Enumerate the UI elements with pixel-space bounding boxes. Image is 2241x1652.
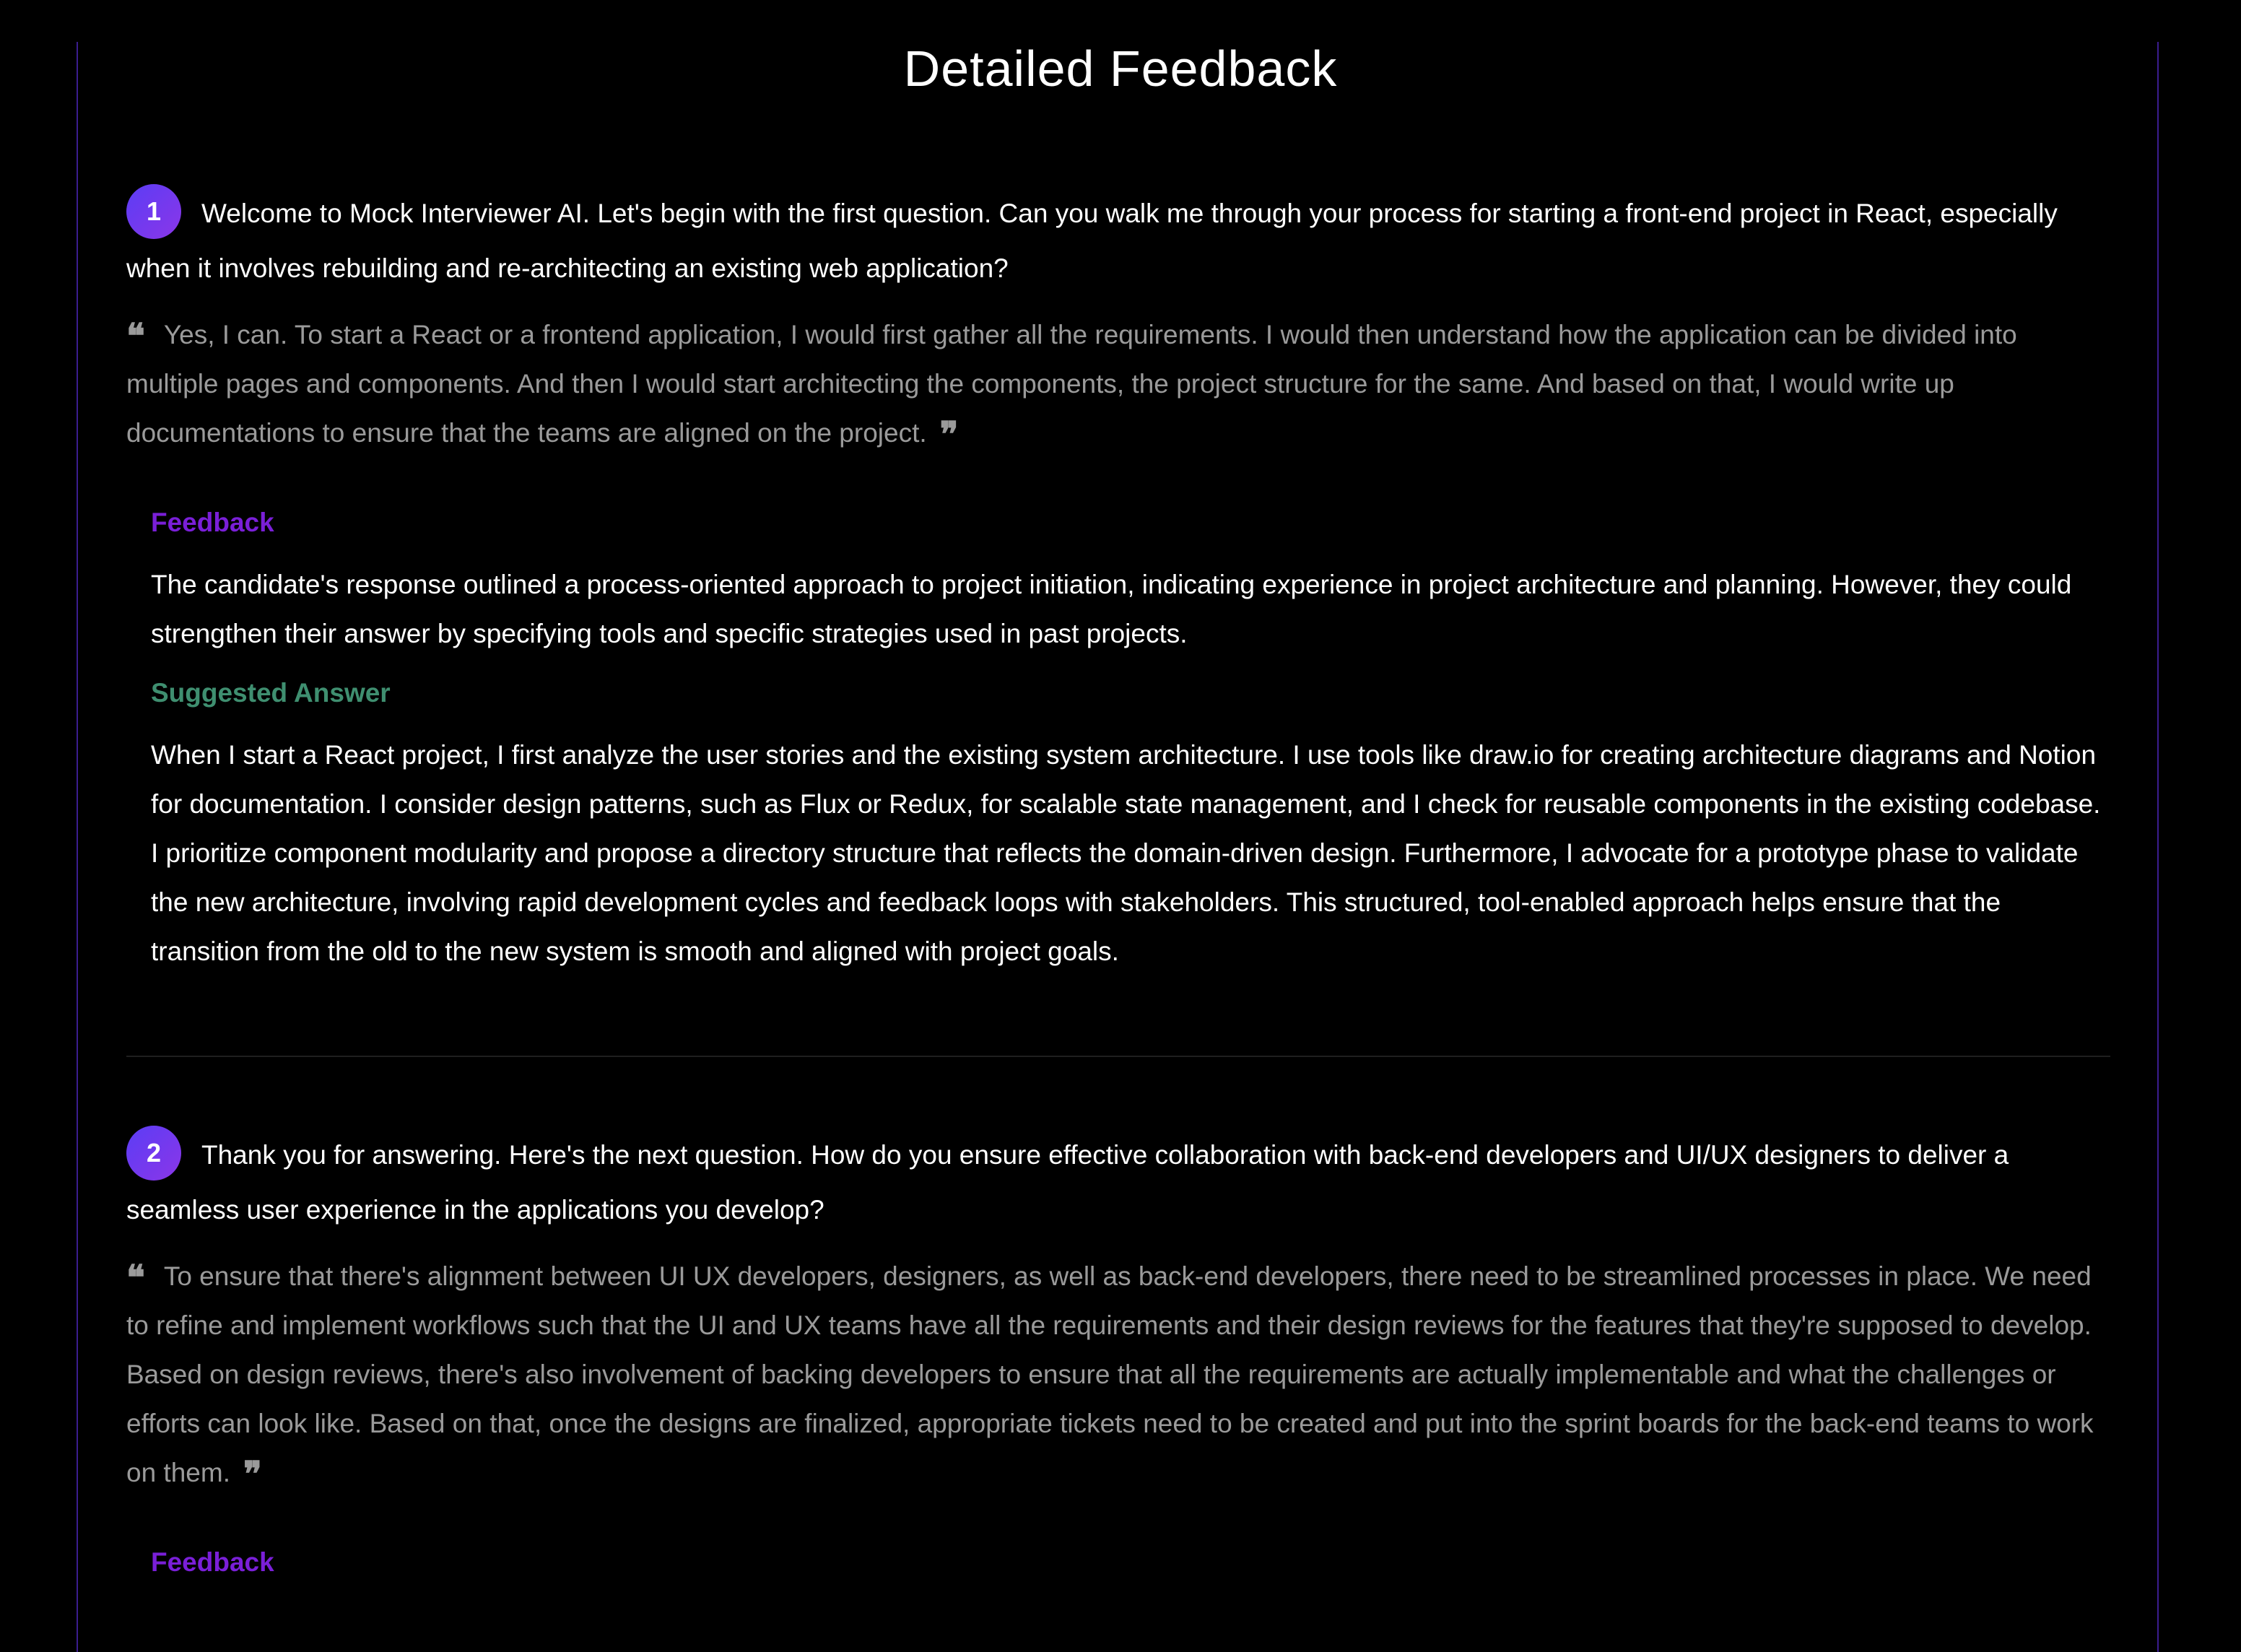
feedback-item: [126, 1129, 2110, 1584]
question-text: [126, 188, 2110, 295]
user-answer: [126, 1252, 2110, 1497]
page-title: Detailed Feedback: [903, 40, 1338, 97]
feedback-heading: Feedback: [151, 1547, 274, 1578]
feedback-text: The candidate's response outlined a process-oriented approach to project initiation, indicating experience in project architecture and planning. However, they could strengthen their answer by specifying tools and specific strategies used in past projects.: [151, 570, 2072, 649]
item-divider: [126, 1056, 2110, 1057]
user-answer-text: Yes, I can. To start a React or a frontend application, I would first gather all the requirements. I would then understand how the application can be divided into multiple pages and components. And then I would start architecting the components, the project structure for the same. And based on that, I would write up documentations to ensure that the teams are aligned on the project.: [126, 320, 2017, 448]
feedback-item: [126, 188, 2110, 976]
user-answer: [126, 310, 2110, 458]
feedback-heading: Feedback: [151, 508, 274, 538]
question-text-content: Thank you for answering. Here's the next question. How do you ensure effective collaboration with back-end developers and UI/UX designers to deliver a seamless user experience in the applications you develop?: [126, 1140, 2009, 1225]
user-answer-text: To ensure that there's alignment between UI UX developers, designers, as well as back-end developers, there need to be streamlined processes in place. We need to refine and implement workflows such that the UI and UX teams have all the requirements and their design reviews for the features that they're supposed to develop. Based on design reviews, there's also involvement of backing developers to ensure that all the requirements are actually implementable and what the challenges or efforts can look like. Based on that, once the designs are finalized, appropriate tickets need to be created and put into the sprint boards for the back-end teams to work on them.: [126, 1261, 2094, 1488]
close-quote-icon: ❞: [243, 1454, 262, 1495]
question-number-badge: 2: [126, 1126, 181, 1181]
feedback-list: [126, 188, 2110, 1584]
open-quote-icon: ❝: [126, 1258, 145, 1299]
feedback-section: [151, 501, 2110, 976]
suggested-answer-heading: Suggested Answer: [151, 678, 391, 708]
question-text: [126, 1129, 2110, 1236]
question-number-badge: 1: [126, 184, 181, 239]
feedback-section: [151, 1541, 2110, 1584]
suggested-answer-text: When I start a React project, I first analyze the user stories and the existing system architecture. I use tools like draw.io for creating architecture diagrams and Notion for documentation. I consider design patterns, such as Flux or Redux, for scalable state management, and I check for reusable components in the existing codebase. I prioritize component modularity and propose a directory structure that reflects the domain-driven design. Furthermore, I advocate for a prototype phase to validate the new architecture, involving rapid development cycles and feedback loops with stakeholders. This structured, tool-enabled approach helps ensure that the transition from the old to the new system is smooth and aligned with project goals.: [151, 740, 2101, 967]
close-quote-icon: ❞: [939, 414, 959, 456]
question-text-content: Welcome to Mock Interviewer AI. Let's begin with the first question. Can you walk me through your process for starting a front-end project in React, especially when it involves rebuilding and re-architecting an existing web application?: [126, 199, 2058, 284]
open-quote-icon: ❝: [126, 316, 145, 357]
